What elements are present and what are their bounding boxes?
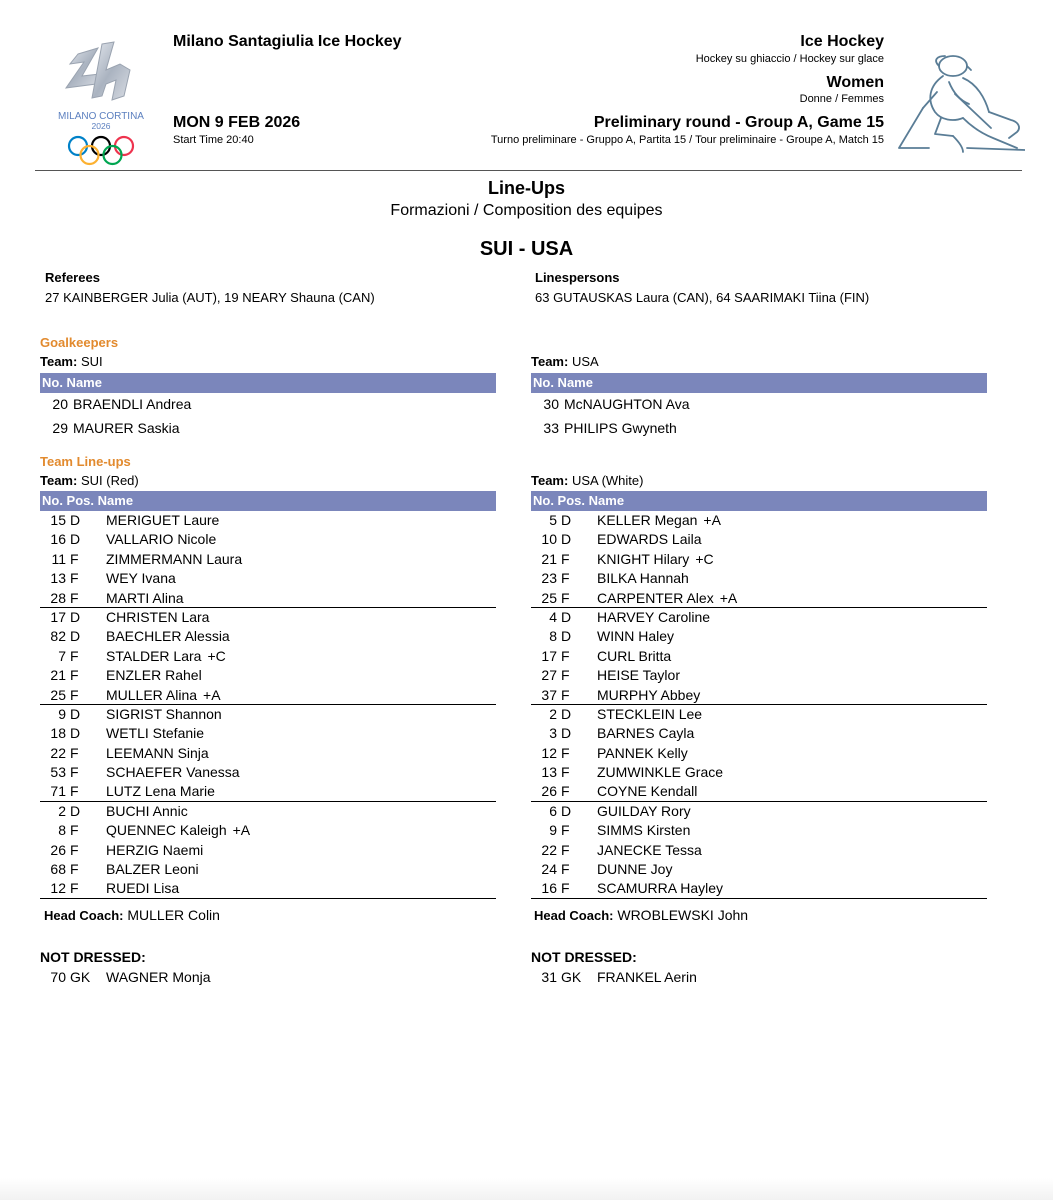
player-row: [531, 860, 987, 879]
player-number: 31: [541, 969, 557, 985]
player-number: 12: [50, 880, 66, 897]
captaincy-marker: +C: [207, 647, 226, 664]
home-not-dressed-title: NOT DRESSED:: [40, 949, 146, 965]
player-position: F: [561, 744, 570, 761]
player-name: GUILDAY Rory: [597, 802, 691, 819]
player-number: 17: [541, 647, 557, 664]
player-number: 68: [50, 861, 66, 878]
player-number: 26: [50, 841, 66, 858]
player-number: 5: [549, 512, 557, 528]
player-name: BALZER Leoni: [106, 861, 199, 878]
away-lineup-header: [531, 491, 987, 511]
player-number: 9: [58, 705, 66, 722]
svg-text:MILANO CORTINA: MILANO CORTINA: [58, 111, 144, 122]
player-number: 53: [50, 764, 66, 781]
player-position: F: [70, 667, 79, 684]
player-position: D: [561, 802, 572, 819]
player-name: EDWARDS Laila: [597, 531, 702, 548]
header-name: Name: [97, 493, 134, 508]
milano-cortina-logo: [40, 40, 162, 168]
player-name: CURL Britta: [597, 647, 672, 664]
player-row: [531, 647, 987, 666]
player-row: [40, 686, 496, 705]
home-lineup-team: [40, 473, 139, 488]
player-row: [40, 705, 496, 724]
player-row: [40, 860, 496, 879]
home-head-coach-name: MULLER Colin: [127, 907, 220, 923]
linespersons-label: Linespersons: [535, 270, 620, 285]
player-name: HEISE Taylor: [597, 667, 680, 684]
player-row: [40, 647, 496, 666]
linespersons-value: 63 GUTAUSKAS Laura (CAN), 64 SAARIMAKI Tiina (FIN): [535, 290, 870, 305]
player-name: MULLER Alina: [106, 686, 198, 703]
player-position: D: [561, 531, 572, 548]
player-name: BILKA Hannah: [597, 570, 689, 587]
player-number: 16: [50, 531, 66, 548]
captaincy-marker: +A: [203, 686, 221, 703]
away-gk-team-name: USA: [571, 354, 599, 369]
head-coach-label: Head Coach:: [44, 908, 124, 923]
player-position: D: [70, 608, 81, 625]
player-name: WINN Haley: [597, 628, 675, 645]
player-position: D: [70, 531, 81, 548]
player-position: F: [561, 841, 570, 858]
away-lineup-team: [531, 473, 643, 488]
player-number: 15: [50, 512, 66, 528]
player-name: DUNNE Joy: [597, 861, 673, 878]
player-position: F: [70, 783, 79, 800]
home-gk-list: [40, 392, 191, 440]
player-name: RUEDI Lisa: [106, 880, 180, 897]
match-date: MON 9 FEB 2026: [173, 114, 301, 131]
player-row: [40, 782, 496, 801]
team-label: Team:: [531, 354, 569, 369]
player-position: F: [561, 783, 570, 800]
player-row: [40, 724, 496, 743]
player-number: 23: [541, 570, 557, 587]
player-row: [40, 879, 496, 898]
gk-name: McNAUGHTON Ava: [564, 396, 690, 412]
player-number: 21: [541, 550, 557, 567]
page-bottom-edge: [0, 1178, 1053, 1200]
home-gk-team-name: SUI: [80, 354, 103, 369]
player-name: VALLARIO Nicole: [106, 531, 217, 548]
player-name: SIGRIST Shannon: [106, 705, 222, 722]
player-name: MURPHY Abbey: [597, 686, 701, 703]
player-number: 17: [50, 608, 66, 625]
gk-row: [40, 416, 191, 440]
player-position: F: [70, 550, 79, 567]
player-row: [531, 550, 987, 569]
player-number: 25: [50, 686, 66, 703]
player-position: F: [561, 822, 570, 839]
player-position: F: [561, 647, 570, 664]
player-number: 13: [541, 764, 557, 781]
player-name: HERZIG Naemi: [106, 841, 204, 858]
player-name: COYNE Kendall: [597, 783, 698, 800]
player-row: [531, 608, 987, 627]
home-lineup-header: [40, 491, 496, 511]
player-number: 2: [549, 705, 557, 722]
player-position: D: [561, 705, 572, 722]
player-row: [40, 666, 496, 685]
player-number: 10: [541, 531, 557, 548]
player-number: 21: [50, 667, 66, 684]
captaincy-marker: +A: [703, 512, 721, 528]
player-number: 82: [50, 628, 66, 645]
player-row: [531, 569, 987, 588]
gk-row: [40, 392, 191, 416]
ice-hockey-pictogram-icon: [893, 52, 1025, 156]
captaincy-marker: +C: [695, 550, 714, 567]
player-position: D: [561, 512, 572, 528]
player-number: 22: [50, 744, 66, 761]
player-row: [531, 821, 987, 840]
player-position: F: [70, 861, 79, 878]
gk-number: 33: [543, 420, 559, 436]
home-head-coach: [44, 907, 220, 923]
away-gk-team: [531, 354, 599, 369]
away-gk-header: No. Name: [531, 373, 987, 393]
round-title: Preliminary round - Group A, Game 15: [593, 114, 884, 131]
player-position: F: [561, 880, 570, 897]
player-row: [531, 879, 987, 898]
player-name: WETLI Stefanie: [106, 725, 205, 742]
player-name: LUTZ Lena Marie: [106, 783, 215, 800]
player-name: ZUMWINKLE Grace: [597, 764, 724, 781]
player-row: [40, 530, 496, 549]
player-number: 71: [50, 783, 66, 800]
player-number: 8: [549, 628, 557, 645]
player-row: [531, 686, 987, 705]
player-row: [40, 821, 496, 840]
player-name: MARTI Alina: [106, 589, 184, 606]
player-number: 12: [541, 744, 557, 761]
player-position: GK: [70, 969, 91, 985]
gk-row: [531, 392, 690, 416]
player-position: D: [561, 628, 572, 645]
away-player-list: [531, 511, 987, 899]
player-position: F: [561, 667, 570, 684]
head-coach-label: Head Coach:: [534, 908, 614, 923]
player-position: F: [70, 880, 79, 897]
player-number: 18: [50, 725, 66, 742]
home-not-dressed-list: [40, 968, 496, 987]
player-position: F: [561, 764, 570, 781]
player-number: 2: [58, 802, 66, 819]
gk-name: MAURER Saskia: [73, 420, 180, 436]
away-head-coach-name: WROBLEWSKI John: [617, 907, 749, 923]
team-label: Team:: [40, 354, 78, 369]
player-row: [40, 511, 496, 530]
away-gk-list: [531, 392, 690, 440]
player-number: 16: [541, 880, 557, 897]
player-row: [531, 705, 987, 724]
player-name: WAGNER Monja: [106, 969, 211, 985]
player-row: [40, 763, 496, 782]
player-row: [40, 550, 496, 569]
player-name: MERIGUET Laure: [106, 512, 220, 528]
player-number: 70: [50, 969, 66, 985]
away-head-coach: [534, 907, 748, 923]
player-name: SCHAEFER Vanessa: [106, 764, 240, 781]
player-position: GK: [561, 969, 582, 985]
team-lineups-section-title: Team Line-ups: [40, 454, 131, 469]
sport-title: Ice Hockey: [800, 33, 884, 50]
gk-name: PHILIPS Gwyneth: [564, 420, 677, 436]
player-position: F: [561, 570, 570, 587]
goalkeepers-section-title: Goalkeepers: [40, 335, 119, 350]
player-number: 27: [541, 667, 557, 684]
player-position: D: [70, 705, 81, 722]
away-not-dressed-list: [531, 968, 987, 987]
player-row: [40, 569, 496, 588]
player-position: F: [70, 686, 79, 703]
player-name: KNIGHT Hilary: [597, 550, 690, 567]
header-divider: [35, 170, 1022, 171]
player-number: 13: [50, 570, 66, 587]
player-number: 4: [549, 608, 557, 625]
player-name: FRANKEL Aerin: [597, 969, 697, 985]
player-row: [40, 608, 496, 627]
player-row: [531, 802, 987, 821]
gender-subtitle: Donne / Femmes: [799, 93, 884, 105]
player-position: F: [70, 841, 79, 858]
player-position: F: [70, 744, 79, 761]
player-row: [531, 530, 987, 549]
home-lineup-team-name: SUI (Red): [80, 473, 139, 488]
captaincy-marker: +A: [719, 589, 738, 606]
player-number: 3: [549, 725, 557, 742]
player-position: D: [70, 802, 81, 819]
player-name: SCAMURRA Hayley: [597, 880, 724, 897]
player-number: 37: [541, 686, 557, 703]
milano-cortina-2026-olympic-logo-icon: [40, 40, 162, 168]
round-subtitle: Turno preliminare - Gruppo A, Partita 15 / Tour preliminaire - Groupe A, Match 15: [490, 134, 884, 146]
player-name: BARNES Cayla: [597, 725, 695, 742]
player-position: D: [561, 725, 572, 742]
captaincy-marker: +A: [232, 822, 251, 839]
player-row: [40, 589, 496, 608]
gender-title: Women: [826, 74, 884, 91]
player-position: D: [561, 608, 572, 625]
player-row: [531, 744, 987, 763]
player-number: 26: [541, 783, 557, 800]
venue-title: Milano Santagiulia Ice Hockey: [173, 33, 402, 50]
player-number: 24: [541, 861, 557, 878]
header-no-pos: No. Pos.: [42, 493, 95, 508]
player-row: [531, 763, 987, 782]
player-name: ENZLER Rahel: [106, 667, 202, 684]
player-row: [40, 744, 496, 763]
home-player-list: [40, 511, 496, 899]
player-number: 7: [58, 647, 66, 664]
gk-name: BRAENDLI Andrea: [73, 396, 192, 412]
player-position: F: [561, 589, 570, 606]
player-name: CHRISTEN Lara: [106, 608, 210, 625]
player-number: 28: [50, 589, 66, 606]
player-row: [531, 627, 987, 646]
not-dressed-row: [531, 968, 987, 987]
player-row: [531, 841, 987, 860]
referees-label: Referees: [45, 270, 100, 285]
player-row: [40, 627, 496, 646]
player-row: [531, 589, 987, 608]
player-number: 22: [541, 841, 557, 858]
gk-number: 29: [52, 420, 68, 436]
player-name: BUCHI Annic: [106, 802, 188, 819]
player-name: CARPENTER Alex: [597, 589, 714, 606]
sport-subtitle: Hockey su ghiaccio / Hockey sur glace: [695, 53, 884, 65]
away-not-dressed-title: NOT DRESSED:: [531, 949, 637, 965]
player-number: 6: [549, 802, 557, 819]
player-name: BAECHLER Alessia: [106, 628, 230, 645]
player-name: STECKLEIN Lee: [597, 705, 703, 722]
player-name: QUENNEC Kaleigh: [106, 822, 227, 839]
header-name: Name: [588, 493, 625, 508]
player-position: F: [70, 570, 79, 587]
player-name: ZIMMERMANN Laura: [106, 550, 243, 567]
player-position: F: [561, 861, 570, 878]
team-label: Team:: [40, 473, 78, 488]
player-position: D: [70, 628, 81, 645]
gk-number: 30: [543, 396, 559, 412]
player-position: F: [70, 764, 79, 781]
player-number: 8: [58, 822, 66, 839]
player-row: [531, 782, 987, 801]
player-position: F: [70, 822, 79, 839]
player-row: [531, 666, 987, 685]
referees-value: 27 KAINBERGER Julia (AUT), 19 NEARY Shauna (CAN): [45, 290, 375, 305]
player-position: F: [70, 589, 79, 606]
gk-number: 20: [52, 396, 68, 412]
start-time: Start Time 20:40: [173, 134, 254, 146]
player-name: JANECKE Tessa: [597, 841, 702, 858]
player-row: [531, 511, 987, 530]
team-label: Team:: [531, 473, 569, 488]
document-subtitle: Formazioni / Composition des equipes: [390, 202, 663, 219]
player-number: 11: [51, 550, 66, 567]
player-number: 9: [549, 822, 557, 839]
home-gk-header: No. Name: [40, 373, 496, 393]
away-lineup-team-name: USA (White): [571, 473, 644, 488]
player-position: F: [561, 686, 570, 703]
not-dressed-row: [40, 968, 496, 987]
player-name: HARVEY Caroline: [597, 608, 711, 625]
player-name: STALDER Lara: [106, 647, 202, 664]
player-position: F: [70, 647, 79, 664]
match-title: SUI - USA: [479, 238, 574, 260]
player-name: WEY Ivana: [106, 570, 176, 587]
player-row: [40, 802, 496, 821]
gk-row: [531, 416, 690, 440]
player-position: D: [70, 725, 81, 742]
svg-text:2026: 2026: [91, 121, 111, 131]
player-row: [40, 841, 496, 860]
document-title: Line-Ups: [487, 178, 565, 198]
player-name: KELLER Megan: [597, 512, 698, 528]
player-name: SIMMS Kirsten: [597, 822, 691, 839]
header-no-pos: No. Pos.: [533, 493, 586, 508]
player-position: D: [70, 512, 81, 528]
home-gk-team: [40, 354, 103, 369]
player-position: F: [561, 550, 570, 567]
player-row: [531, 724, 987, 743]
player-name: LEEMANN Sinja: [106, 744, 209, 761]
player-number: 25: [541, 589, 557, 606]
player-name: PANNEK Kelly: [597, 744, 688, 761]
